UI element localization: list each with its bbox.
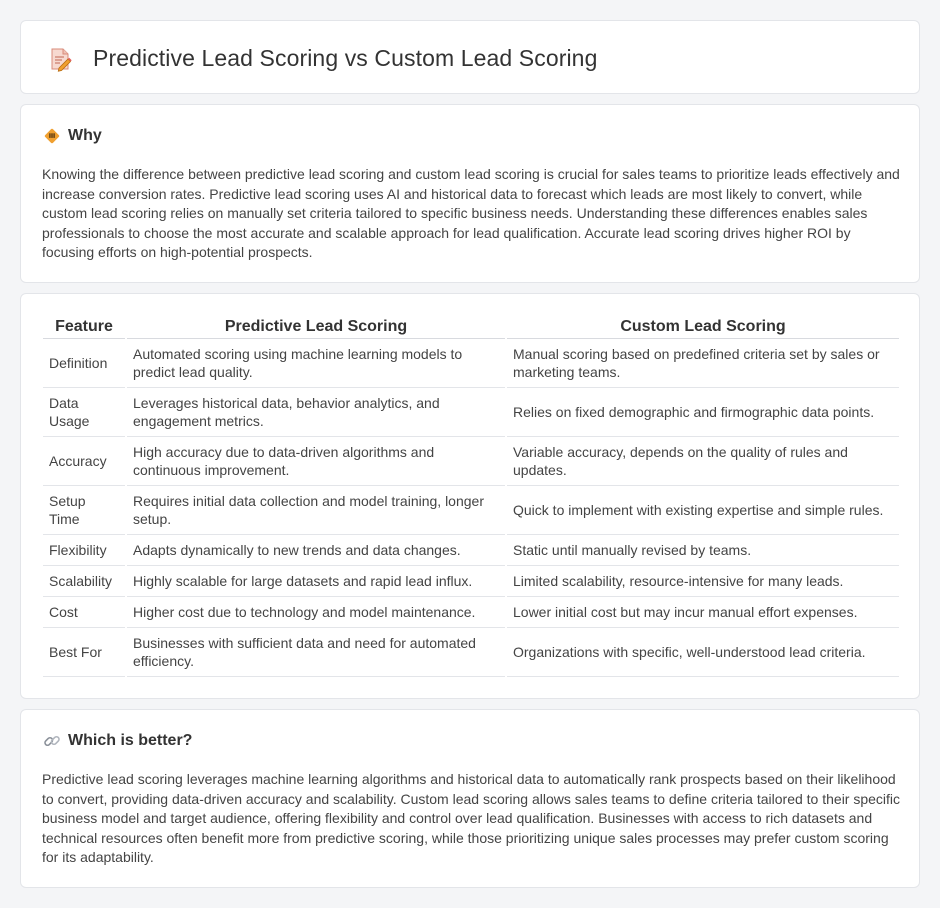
why-heading: Why (68, 127, 102, 144)
header-predictive: Predictive Lead Scoring (126, 316, 506, 339)
custom-cell: Variable accuracy, depends on the quality of rules and updates. (506, 437, 899, 486)
better-heading-row (43, 732, 192, 750)
table-row (43, 339, 899, 388)
link-icon (43, 732, 61, 750)
table-row (43, 388, 899, 437)
feature-cell: Flexibility (43, 535, 126, 566)
better-card (20, 709, 920, 888)
comparison-table (43, 316, 899, 677)
page-title: Predictive Lead Scoring vs Custom Lead Scoring (93, 45, 598, 71)
why-card (20, 104, 920, 283)
comparison-card (20, 293, 920, 699)
predictive-cell: Highly scalable for large datasets and rapid lead influx. (126, 566, 506, 597)
feature-cell: Cost (43, 597, 126, 628)
table-header-row (43, 316, 899, 339)
predictive-cell: Requires initial data collection and model training, longer setup. (126, 486, 506, 535)
document-pencil-icon (47, 46, 73, 72)
why-body: Knowing the difference between predictive lead scoring and custom lead scoring is crucial for sales teams to prioritize leads effectively and increase conversion rates. Predictive lead scoring uses AI and historical data to forecast which leads are most likely to convert, while custom lead scoring relies on manually set criteria tailored to specific business needs. Understanding these differences enables sales professionals to choose the most accurate and scalable approach for lead qualification. Accurate lead scoring drives higher ROI by focusing efforts on high-potential prospects. (42, 166, 900, 261)
predictive-cell: Higher cost due to technology and model maintenance. (126, 597, 506, 628)
custom-cell: Quick to implement with existing expertise and simple rules. (506, 486, 899, 535)
custom-cell: Static until manually revised by teams. (506, 535, 899, 566)
custom-cell: Limited scalability, resource-intensive for many leads. (506, 566, 899, 597)
custom-cell: Relies on fixed demographic and firmographic data points. (506, 388, 899, 437)
table-row (43, 535, 899, 566)
custom-cell: Lower initial cost but may incur manual effort expenses. (506, 597, 899, 628)
title-row (47, 45, 597, 72)
better-heading: Which is better? (68, 732, 193, 749)
table-row (43, 486, 899, 535)
feature-cell: Accuracy (43, 437, 126, 486)
predictive-cell: Businesses with sufficient data and need for automated efficiency. (126, 628, 506, 677)
title-card (20, 20, 920, 94)
header-custom: Custom Lead Scoring (506, 316, 899, 339)
feature-cell: Scalability (43, 566, 126, 597)
predictive-cell: Automated scoring using machine learning models to predict lead quality. (126, 339, 506, 388)
custom-cell: Organizations with specific, well-understood lead criteria. (506, 628, 899, 677)
table-row (43, 628, 899, 677)
warning-diamond-icon (43, 127, 61, 145)
table-row (43, 437, 899, 486)
predictive-cell: Adapts dynamically to new trends and data changes. (126, 535, 506, 566)
feature-cell: Setup Time (43, 486, 126, 535)
why-heading-row (43, 127, 102, 145)
table-row (43, 566, 899, 597)
header-feature: Feature (43, 316, 126, 339)
better-body: Predictive lead scoring leverages machine learning algorithms and historical data to automatically rank prospects based on their likelihood to convert, providing data-driven accuracy and scalability. Custom lead scoring allows sales teams to define criteria tailored to their specific business model and target audience, offering flexibility and control over lead qualification. Businesses with access to rich datasets and technical resources often benefit more from predictive scoring, while those prioritizing unique sales processes may prefer custom scoring for its adaptability. (42, 771, 901, 866)
predictive-cell: Leverages historical data, behavior analytics, and engagement metrics. (126, 388, 506, 437)
custom-cell: Manual scoring based on predefined criteria set by sales or marketing teams. (506, 339, 899, 388)
table-row (43, 597, 899, 628)
feature-cell: Data Usage (43, 388, 126, 437)
feature-cell: Best For (43, 628, 126, 677)
feature-cell: Definition (43, 339, 126, 388)
predictive-cell: High accuracy due to data-driven algorithms and continuous improvement. (126, 437, 506, 486)
